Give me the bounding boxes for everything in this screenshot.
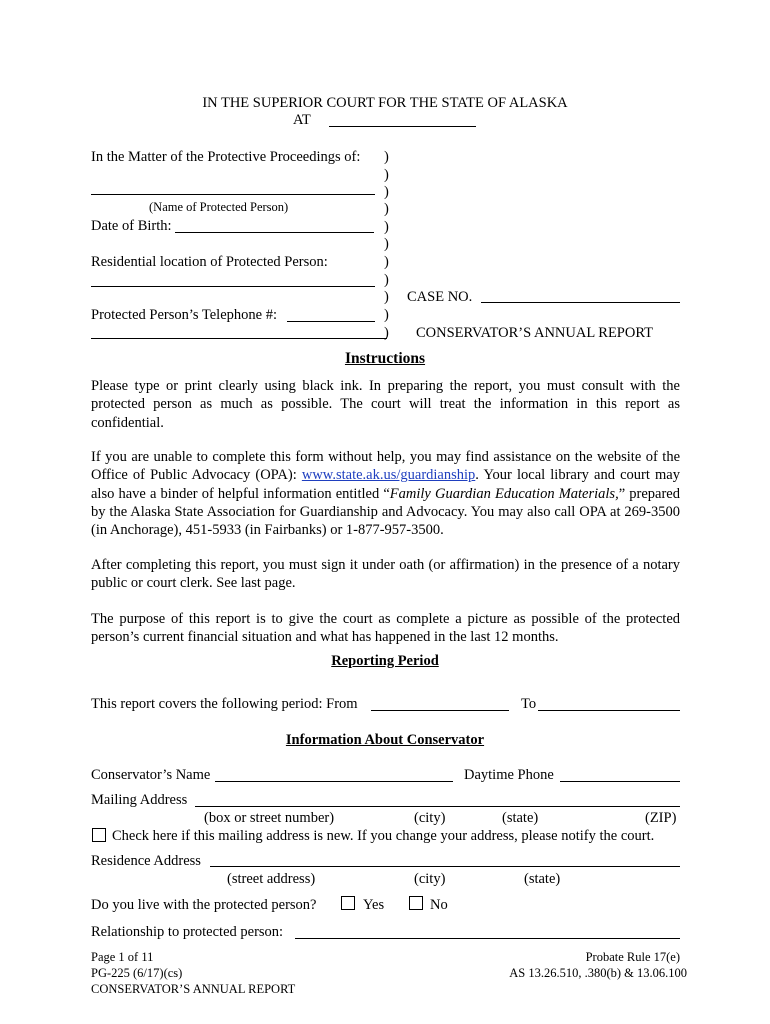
phone-label: Protected Person’s Telephone #: (91, 307, 277, 323)
caption-bottom-line (91, 338, 387, 339)
paren: ) (384, 184, 389, 200)
page-number: Page 1 of 11 (91, 950, 154, 964)
conservator-heading: Information About Conservator (285, 732, 485, 748)
probate-rule: Probate Rule 17(e) (585, 950, 680, 964)
instructions-p4: The purpose of this report is to give the court as complete a picture as possible of the protected person’s current financial situation and what has happened in the last 12 months. (91, 611, 680, 646)
paren: ) (384, 325, 389, 341)
daytime-phone-field[interactable] (560, 781, 680, 782)
residence-location-label: Residential location of Protected Person: (91, 254, 328, 270)
instructions-heading: Instructions (344, 350, 426, 367)
mailing-address-field[interactable] (195, 806, 680, 807)
paren: ) (384, 289, 389, 305)
period-from-field[interactable] (371, 710, 509, 711)
residence-address-label: Residence Address (91, 853, 201, 869)
conservator-name-label: Conservator’s Name (91, 767, 211, 783)
yes-label: Yes (363, 897, 385, 913)
period-to-label: To (521, 696, 537, 712)
paren: ) (384, 201, 389, 217)
instructions-p3: After completing this report, you must sign it under oath (or affirmation) in the presence of a notary public or court clerk. See last page. (91, 557, 680, 592)
p2-italic-title: Family Guardian Education Materials, (389, 485, 619, 502)
relationship-label: Relationship to protected person: (91, 924, 284, 940)
statutes: AS 13.26.510, .380(b) & 13.06.100 (509, 966, 687, 980)
live-with-label: Do you live with the protected person? (91, 897, 317, 913)
conservator-name-field[interactable] (215, 781, 453, 782)
daytime-phone-label: Daytime Phone (464, 767, 554, 783)
caption-city: (city) (414, 810, 446, 826)
paren: ) (384, 272, 389, 288)
relationship-field[interactable] (295, 938, 680, 939)
instructions-p1: Please type or print clearly using black ink. In preparing the report, you must consult with the protected person as much as possible. The court will treat the information in this report as confidential. (91, 378, 680, 431)
caption-state: (state) (502, 810, 539, 826)
caption-state-2: (state) (524, 871, 561, 887)
protected-person-name-field[interactable] (91, 194, 375, 195)
live-with-no-checkbox[interactable] (409, 896, 423, 910)
protected-phone-field[interactable] (287, 321, 375, 322)
footer-form-title: CONSERVATOR’S ANNUAL REPORT (91, 982, 296, 996)
paren: ) (384, 219, 389, 235)
caption-zip: (ZIP) (645, 810, 677, 826)
court-title: IN THE SUPERIOR COURT FOR THE STATE OF ALASKA (202, 95, 568, 111)
p2-text-b: . Your local library and court may also have a binder of helpful information entitled “ (91, 467, 680, 502)
residence-address-field[interactable] (210, 866, 680, 867)
at-label: AT (293, 112, 311, 128)
p2-text-c: ” prepared by the Alaska State Association for Guardianship and Advocacy. You may also call OPA at 269-3500 (in Anchorage), 451-5933 (in Fairbanks) or 1-877-957-3500. (91, 485, 680, 539)
p2-text-a: If you are unable to complete this form without help, you may find assistance on the website of the Office of Public Advocacy (OPA): (91, 449, 680, 484)
caption-city-2: (city) (414, 871, 446, 887)
case-no-label: CASE NO. (407, 289, 473, 305)
guardianship-link[interactable]: www.state.ak.us/guardianship (301, 467, 476, 484)
paren: ) (384, 149, 389, 165)
name-caption: (Name of Protected Person) (149, 200, 289, 214)
live-with-yes-checkbox[interactable] (341, 896, 355, 910)
caption-box-street: (box or street number) (204, 810, 335, 826)
no-label: No (430, 897, 448, 913)
paren: ) (384, 167, 389, 183)
form-number: PG-225 (6/17)(cs) (91, 966, 183, 980)
report-title: CONSERVATOR’S ANNUAL REPORT (416, 325, 653, 341)
new-address-check-label: Check here if this mailing address is new. If you change your address, please notify the court. (112, 828, 655, 844)
matter-label: In the Matter of the Protective Proceedings of: (91, 149, 361, 165)
reporting-period-heading: Reporting Period (331, 653, 439, 669)
case-no-field[interactable] (481, 302, 680, 303)
period-to-field[interactable] (538, 710, 680, 711)
mailing-address-label: Mailing Address (91, 792, 188, 808)
caption-street-address: (street address) (227, 871, 316, 887)
dob-field[interactable] (175, 232, 374, 233)
paren: ) (384, 236, 389, 252)
paren: ) (384, 254, 389, 270)
paren: ) (384, 307, 389, 323)
residence-location-field[interactable] (91, 286, 375, 287)
new-address-checkbox[interactable] (92, 828, 106, 842)
instructions-p2 (91, 448, 680, 539)
period-from-label: This report covers the following period: From (91, 696, 358, 712)
at-location-field[interactable] (329, 126, 476, 127)
dob-label: Date of Birth: (91, 218, 172, 234)
